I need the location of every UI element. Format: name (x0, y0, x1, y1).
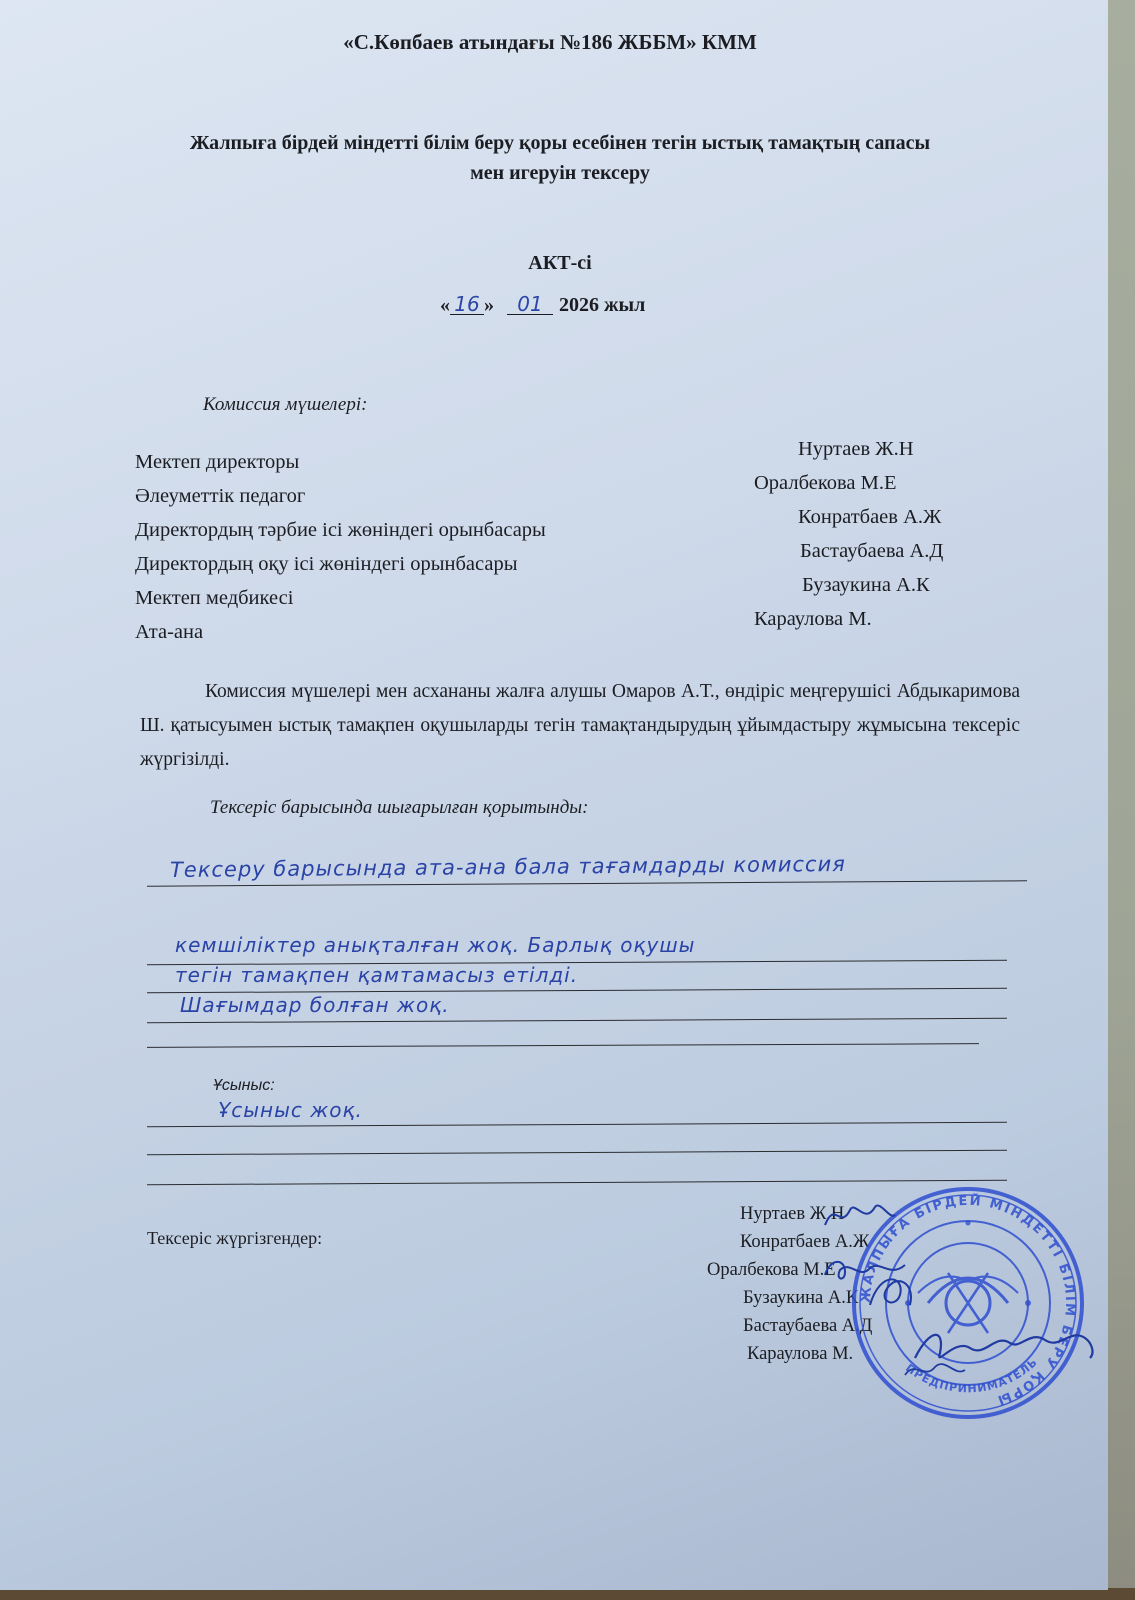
findings-rule-line (147, 880, 1027, 886)
date-month-handwritten: 01 (507, 294, 553, 315)
findings-handwritten-line: кемшіліктер анықталған жоқ. Барлық оқушы (175, 933, 696, 957)
findings-handwritten-line: Тексеру барысында ата-ана бала тағамдарды комиссия (169, 852, 846, 882)
inspector-name: Караулова М. (747, 1344, 854, 1364)
stamp-bottom-text: ПРЕДПРИНИМАТЕЛЬ (903, 1355, 1041, 1396)
inspector-name: Бастаубаева А.Д (743, 1316, 873, 1336)
inspector-name: Бузаукина А.К (743, 1288, 859, 1308)
member-name: Бастаубаева А.Д (800, 540, 944, 562)
member-name: Бузаукина А.К (802, 574, 930, 596)
document-title-line-1: Жалпыға бірдей міндетті білім беру қоры есебінен тегін ыстық тамақтың сапасы (189, 132, 931, 154)
findings-label: Тексеріс барысында шығарылған қорытынды: (210, 797, 589, 818)
recommendation-handwritten: Ұсыныс жоқ. (218, 1098, 363, 1122)
member-name: Нуртаев Ж.Н (798, 438, 914, 460)
inspector-name: Нуртаев Ж.Н (740, 1204, 845, 1224)
date-day-handwritten: 16 (450, 294, 484, 315)
document-title (130, 128, 990, 188)
recommendation-rule-line (147, 1122, 1007, 1128)
member-role: Әлеуметтік педагог (135, 485, 306, 507)
member-name: Караулова М. (754, 608, 872, 630)
findings-handwritten-line: Шағымдар болған жоқ. (180, 993, 450, 1017)
findings-rule-line (147, 1018, 1007, 1024)
organization-header: «С.Көпбаев атындағы №186 ЖББМ» КММ (343, 30, 757, 54)
member-role: Ата-ана (135, 621, 204, 643)
stamp-outer-text: ЖАЛПЫҒА БІРДЕЙ МІНДЕТТІ БІЛІМ БЕРУ ҚОРЫ (858, 1193, 1078, 1408)
date-close-quote: » (484, 294, 494, 316)
findings-rule-line (147, 1043, 979, 1048)
recommendation-label: Ұсыныс: (213, 1077, 275, 1094)
act-date (440, 294, 645, 317)
signature-nurtaev-icon (820, 1195, 900, 1235)
member-role: Мектеп медбикесі (135, 587, 294, 609)
commission-roles-list (135, 445, 546, 649)
date-open-quote: « (440, 294, 450, 316)
signature-karaulova-icon (900, 1355, 970, 1385)
commission-names-list (750, 432, 944, 636)
recommendation-rule-line (147, 1150, 1007, 1156)
document-title-line-2: мен игеруін тексеру (470, 162, 650, 184)
signature-buzaukina-icon (860, 1265, 920, 1315)
inspectors-label: Тексеріс жүргізгендер: (147, 1228, 323, 1248)
inspector-name: Оралбекова М.Е (707, 1260, 836, 1280)
member-name: Конратбаев А.Ж (798, 506, 942, 528)
member-role: Директордың оқу ісі жөніндегі орынбасары (135, 553, 518, 575)
date-year: 2026 жыл (559, 294, 646, 316)
findings-handwritten-line: тегін тамақпен қамтамасыз етілді. (175, 963, 579, 987)
body-paragraph: Комиссия мүшелері мен асхананы жалға алушы Омаров А.Т., өндіріс меңгерушісі Абдыкаримова Ш. қатысуымен ыстық тамақпен оқушыларды тегін тамақтандырудың ұйымдастыру жұмысына тексеріс жүргізілді. (140, 681, 1020, 770)
commission-label: Комиссия мүшелері: (203, 394, 368, 415)
member-name: Оралбекова М.Е (754, 472, 897, 494)
act-title: АКТ-сі (528, 252, 592, 274)
member-role: Директордың тәрбие ісі жөніндегі орынбасары (135, 519, 546, 541)
member-role: Мектеп директоры (135, 451, 300, 473)
inspector-name: Конратбаев А.Ж (740, 1232, 870, 1252)
background-right-edge (1108, 0, 1135, 1600)
